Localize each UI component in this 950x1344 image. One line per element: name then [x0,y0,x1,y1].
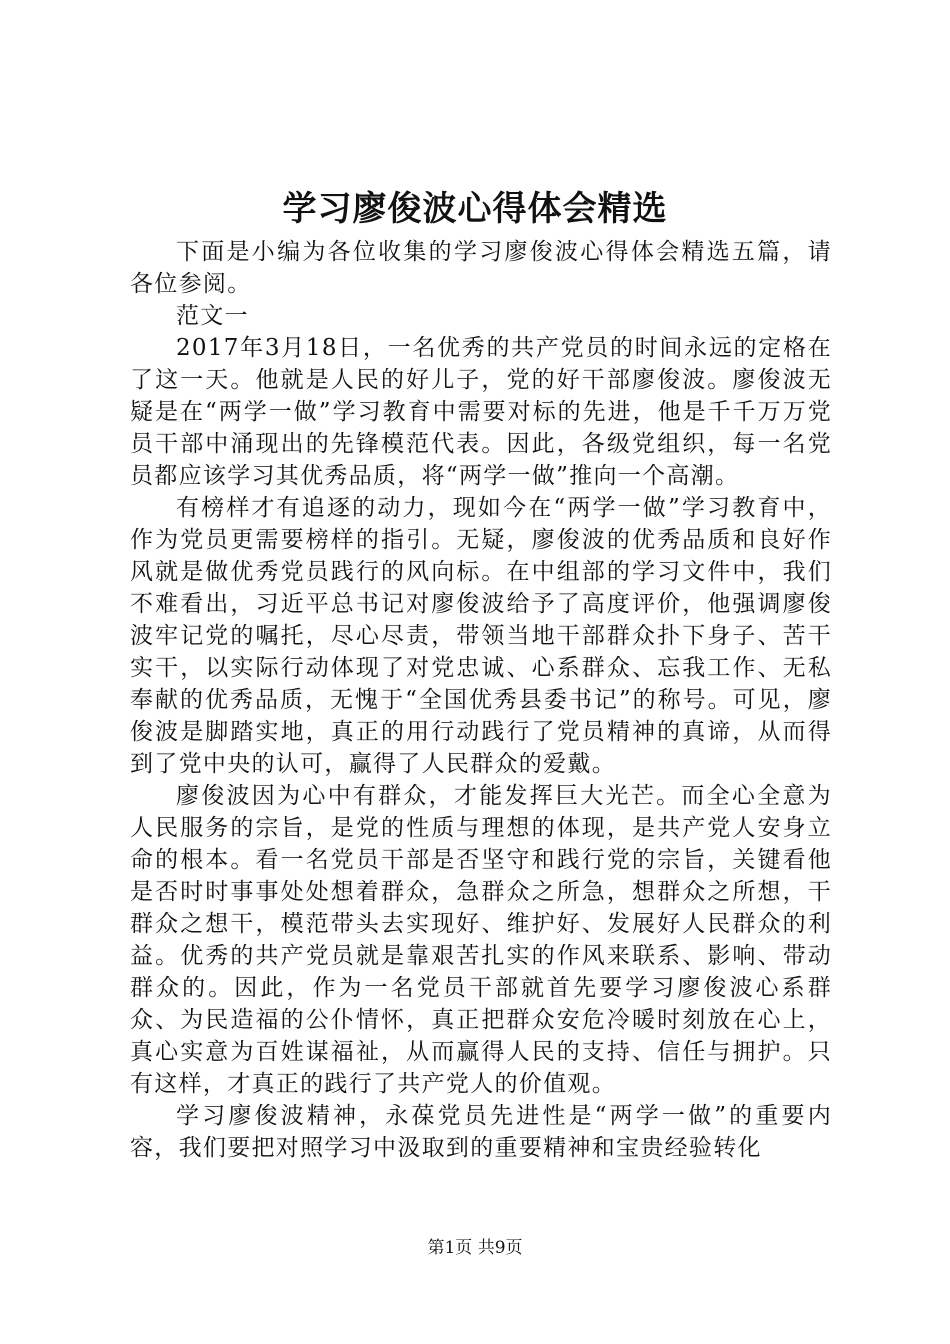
document-title: 学习廖俊波心得体会精选 [282,189,668,229]
paragraph-intro: 下面是小编为各位收集的学习廖俊波心得体会精选五篇，请各位参阅。 [130,239,832,297]
page-footer: 第1页 共9页 [427,1238,523,1258]
paragraph-2: 有榜样才有追逐的动力，现如今在“两学一做”学习教育中，作为党员更需要榜样的指引。无疑，廖俊波的优秀品质和良好作风就是做优秀党员践行的风向标。在中组部的学习文件中，我们不难看出，习近平总书记对廖俊波给予了高度评价，他强调廖俊波牢记党的嘱托，尽心尽责，带领当地干部群众扑下身子、苦干实干，以实际行动体现了对党忠诚、心系群众、忘我工作、无私奉献的优秀品质，无愧于“全国优秀县委书记”的称号。可见，廖俊波是脚踏实地，真正的用行动践行了党员精神的真谛，从而得到了党中央的认可，赢得了人民群众的爱戴。 [130,495,832,777]
paragraph-1: 2017年3月18日，一名优秀的共产党员的时间永远的定格在了这一天。他就是人民的好儿子，党的好干部廖俊波。廖俊波无疑是在“两学一做”学习教育中需要对标的先进，他是千千万万党员干部中涌现出的先锋模范代表。因此，各级党组织，每一名党员都应该学习其优秀品质，将“两学一做”推向一个高潮。 [130,335,832,489]
document-body [130,236,832,1164]
paragraph-section-heading: 范文一 [176,303,249,329]
paragraph-4: 学习廖俊波精神，永葆党员先进性是“两学一做”的重要内容，我们要把对照学习中汲取到的重要精神和宝贵经验转化 [130,1103,832,1161]
paragraph-3: 廖俊波因为心中有群众，才能发挥巨大光芒。而全心全意为人民服务的宗旨，是党的性质与理想的体现，是共产党人安身立命的根本。看一名党员干部是否坚守和践行党的宗旨，关键看他是否时时事事处处想着群众，急群众之所急，想群众之所想，干群众之想干，模范带头去实现好、维护好、发展好人民群众的利益。优秀的共产党员就是靠艰苦扎实的作风来联系、影响、带动群众的。因此，作为一名党员干部就首先要学习廖俊波心系群众、为民造福的公仆情怀，真正把群众安危冷暖时刻放在心上，真心实意为百姓谋福祉，从而赢得人民的支持、信任与拥护。只有这样，才真正的践行了共产党人的价值观。 [130,783,832,1097]
